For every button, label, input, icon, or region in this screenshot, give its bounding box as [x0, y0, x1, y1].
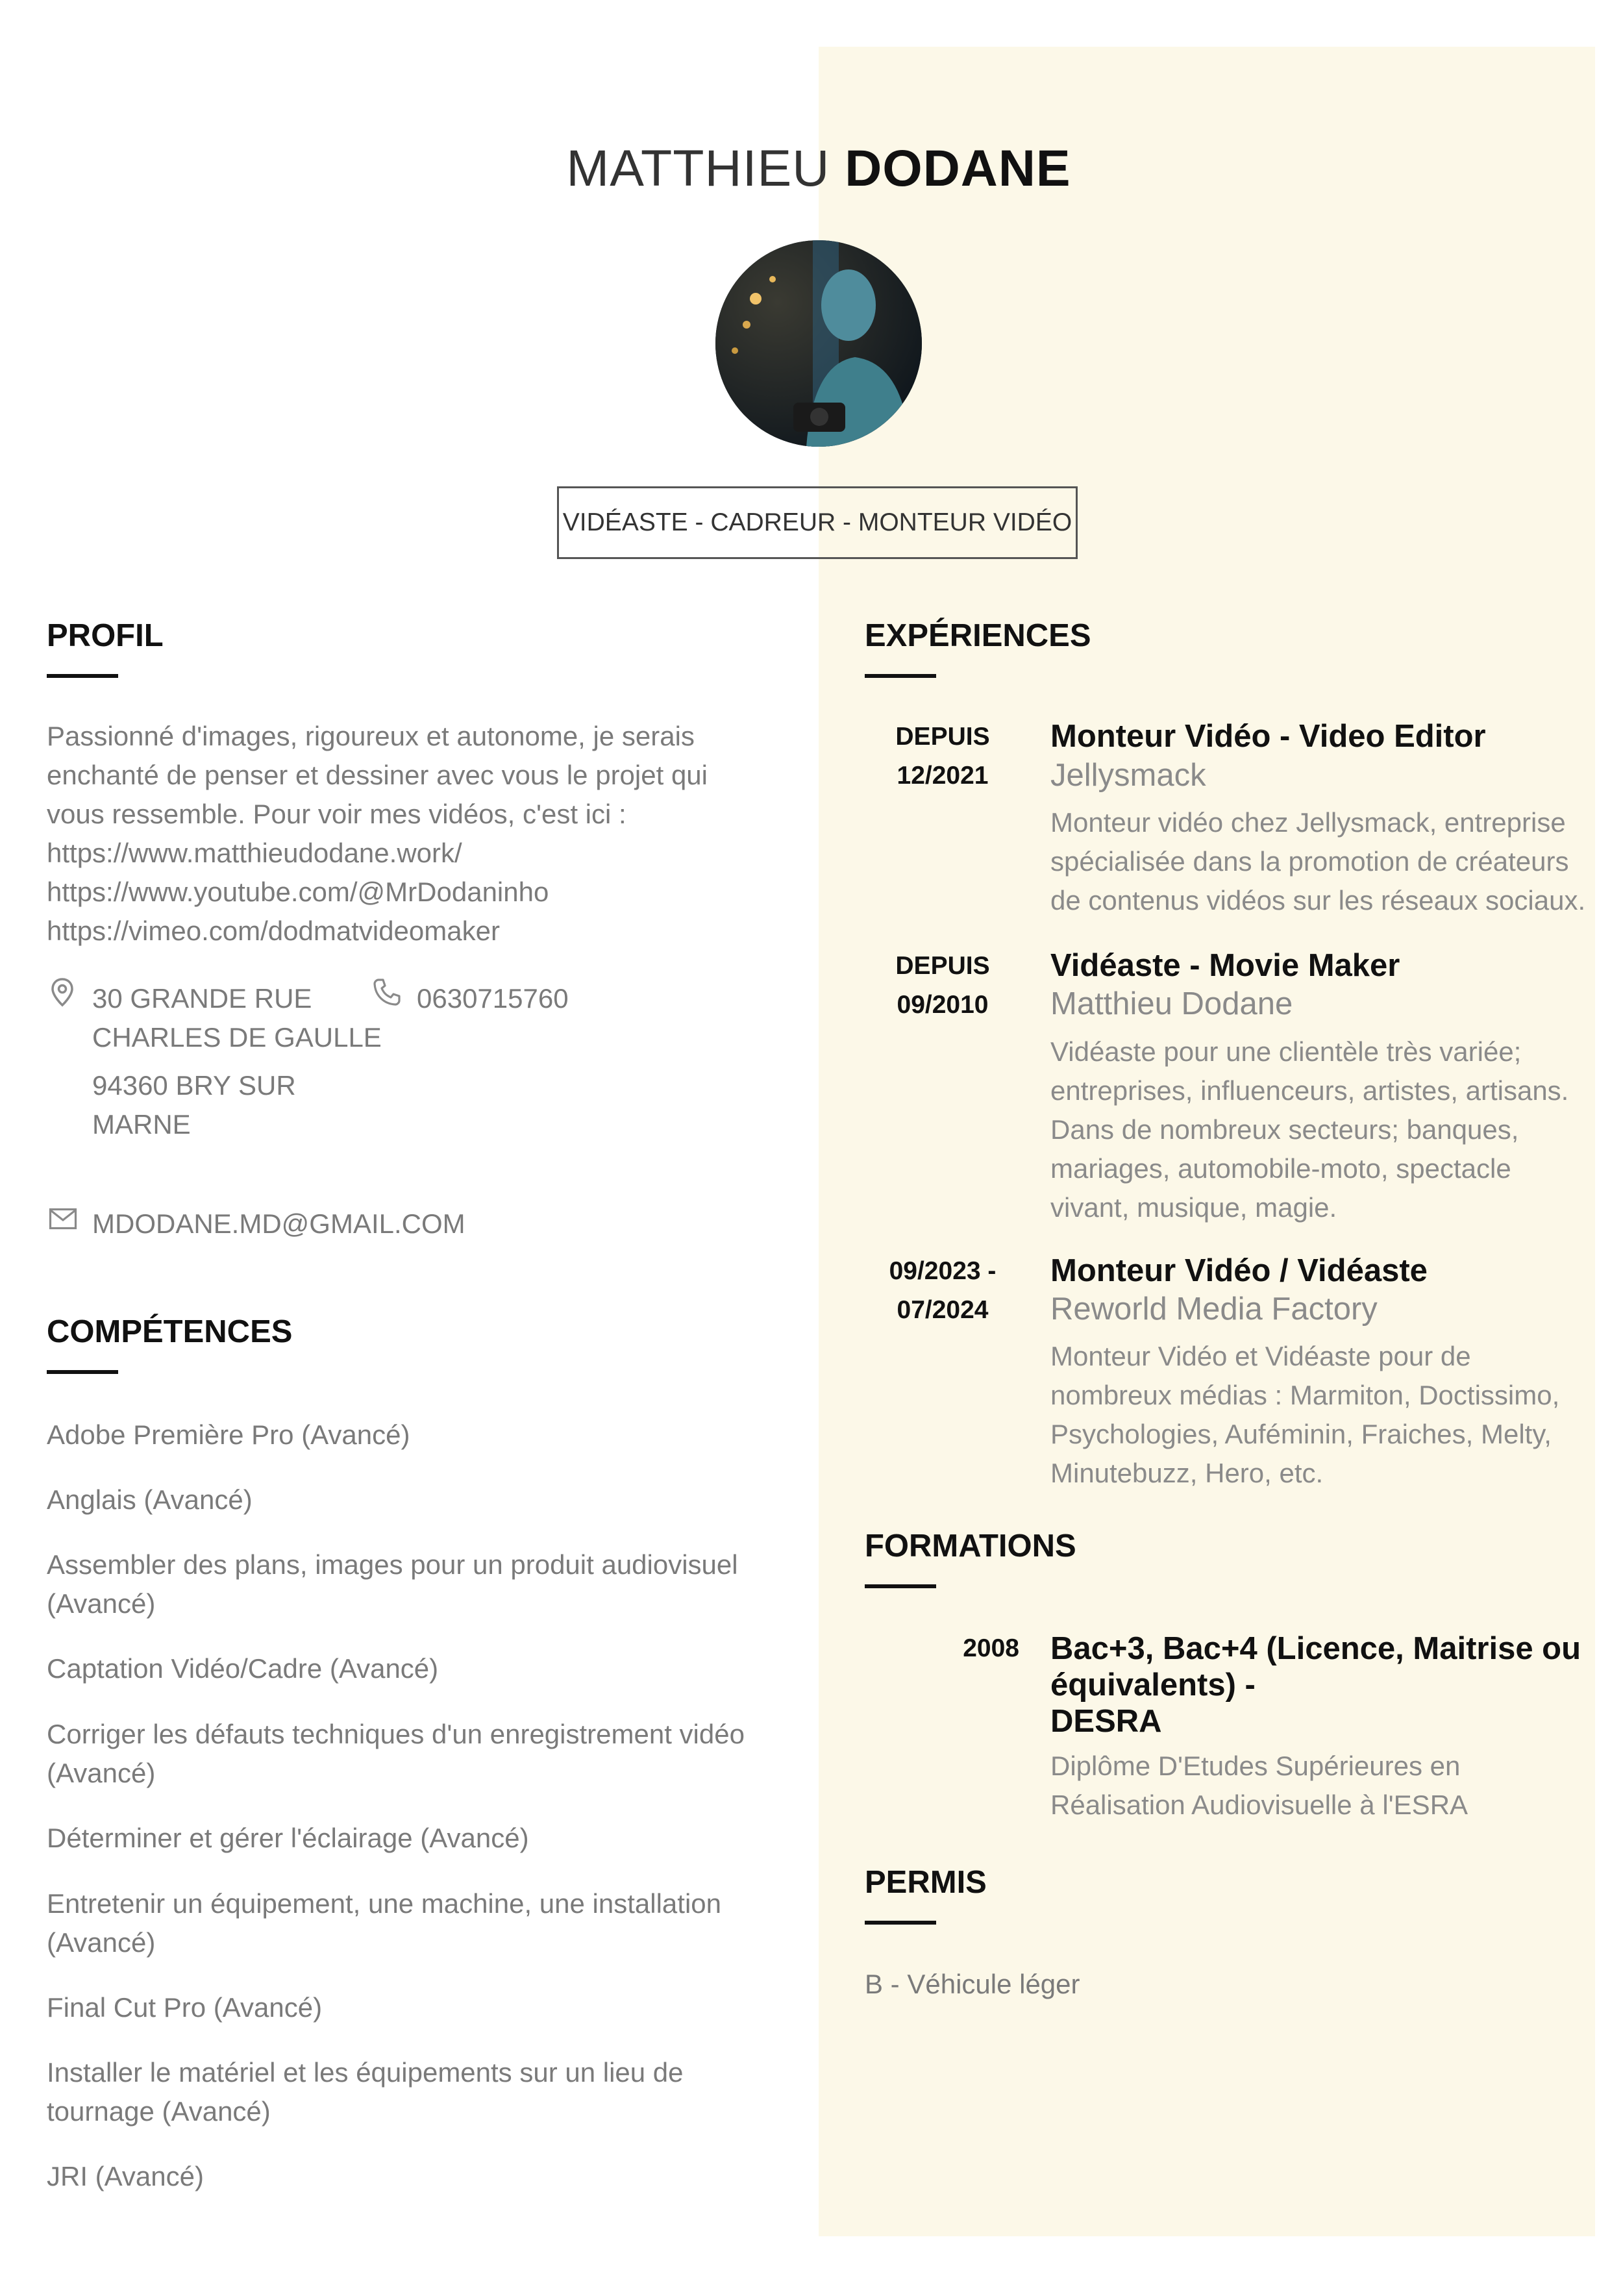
first-name: MATTHIEU: [566, 139, 830, 197]
education-heading-rule: [865, 1584, 936, 1588]
postcode-line: MARNE: [92, 1109, 191, 1140]
description-line: Monteur vidéo chez Jellysmack, entreprise: [1050, 807, 1566, 838]
portrait-image: [715, 240, 922, 447]
skill-item: [47, 1884, 774, 1962]
education-description: [1050, 1747, 1596, 1825]
profile-line: Passionné d'images, rigoureux et autonome, je serais: [47, 721, 695, 751]
skill-text: Installer le matériel et les équipements sur un lieu de: [47, 2057, 684, 2088]
license-heading-rule: [865, 1921, 936, 1925]
skill-item: [47, 1545, 774, 1623]
education-title-line: équivalents) -: [1050, 1667, 1256, 1703]
description-line: vivant, musique, magie.: [1050, 1192, 1337, 1223]
skill-text: Corriger les défauts techniques d'un enregistrement vidéo: [47, 1719, 745, 1749]
education-heading: FORMATIONS: [865, 1529, 1076, 1564]
date-line: 09/2010: [897, 991, 989, 1019]
description-line: Minutebuzz, Hero, etc.: [1050, 1458, 1324, 1488]
skill-item: [47, 2053, 774, 2131]
date-line: 12/2021: [897, 762, 989, 790]
address: [92, 979, 382, 1057]
skill-item: [47, 1416, 774, 1454]
skill-item: [47, 2157, 774, 2196]
vimeo-link[interactable]: https://vimeo.com/dodmatvideomaker: [47, 916, 500, 946]
last-name: DODANE: [845, 139, 1071, 197]
address-line: 30 GRANDE RUE: [92, 983, 312, 1014]
skills-heading: COMPÉTENCES: [47, 1314, 293, 1349]
skill-text: Adobe Première Pro (Avancé): [47, 1419, 410, 1450]
phone-number[interactable]: 0630715760: [417, 983, 569, 1014]
education-year: 2008: [963, 1634, 1019, 1662]
profile-heading: PROFIL: [47, 618, 164, 653]
experiences-heading-rule: [865, 674, 936, 678]
description-line: spécialisée dans la promotion de créateurs: [1050, 846, 1569, 877]
description-line: Réalisation Audiovisuelle à l'ESRA: [1050, 1790, 1468, 1820]
education-title-line: Bac+3, Bac+4 (Licence, Maitrise ou: [1050, 1631, 1581, 1666]
date-line: DEPUIS: [895, 952, 990, 980]
skill-item: [47, 1715, 774, 1793]
skill-text-cont: (Avancé): [47, 1758, 156, 1788]
profile-photo: [715, 240, 922, 447]
experience-title: Monteur Vidéo / Vidéaste: [1050, 1253, 1428, 1288]
experience-title: Monteur Vidéo - Video Editor: [1050, 719, 1486, 754]
skill-text: Entretenir un équipement, une machine, une installation: [47, 1888, 722, 1919]
skill-item: [47, 1988, 774, 2027]
description-line: mariages, automobile-moto, spectacle: [1050, 1153, 1511, 1184]
skill-item: [47, 1649, 774, 1688]
description-line: entreprises, influenceurs, artistes, artisans.: [1050, 1075, 1569, 1106]
education-school: DESRA: [1050, 1704, 1162, 1739]
skill-text: JRI (Avancé): [47, 2161, 204, 2191]
description-line: de contenus vidéos sur les réseaux sociaux.: [1050, 885, 1586, 916]
experience-company: Matthieu Dodane: [1050, 986, 1293, 1021]
date-line: DEPUIS: [895, 723, 990, 751]
description-line: Psychologies, Auféminin, Fraiches, Melty,: [1050, 1419, 1552, 1449]
experience-description: [1050, 1337, 1596, 1493]
address-line: CHARLES DE GAULLE: [92, 1022, 382, 1053]
location-pin-icon: [51, 977, 74, 1007]
experience-date: [868, 947, 1017, 1025]
phone-icon: [372, 977, 402, 1007]
date-line: 09/2023 -: [889, 1257, 997, 1285]
license-heading: PERMIS: [865, 1865, 987, 1900]
email-icon: [49, 1208, 77, 1230]
description-line: Dans de nombreux secteurs; banques,: [1050, 1114, 1519, 1145]
skill-text: Assembler des plans, images pour un produit audiovisuel: [47, 1549, 738, 1580]
description-line: Vidéaste pour une clientèle très variée;: [1050, 1036, 1522, 1067]
description-line: nombreux médias : Marmiton, Doctissimo,: [1050, 1380, 1560, 1410]
experience-description: [1050, 1032, 1596, 1227]
skill-text: Captation Vidéo/Cadre (Avancé): [47, 1653, 439, 1684]
skills-heading-rule: [47, 1370, 118, 1374]
experience-title: Vidéaste - Movie Maker: [1050, 948, 1400, 983]
skill-text-cont: tournage (Avancé): [47, 2096, 271, 2127]
portfolio-link[interactable]: https://www.matthieudodane.work/: [47, 838, 462, 868]
skill-text-cont: (Avancé): [47, 1927, 156, 1958]
license-value: B - Véhicule léger: [865, 1969, 1080, 1999]
profile-summary: [47, 717, 780, 951]
postcode-line: 94360 BRY SUR: [92, 1070, 296, 1101]
description-line: Monteur Vidéo et Vidéaste pour de: [1050, 1341, 1471, 1371]
skill-text: Anglais (Avancé): [47, 1484, 253, 1515]
postcode-city: [92, 1066, 296, 1144]
profile-line: vous ressemble. Pour voir mes vidéos, c'est ici :: [47, 799, 626, 829]
email-address[interactable]: MDODANE.MD@GMAIL.COM: [92, 1208, 465, 1239]
experience-company: Reworld Media Factory: [1050, 1292, 1378, 1327]
experience-company: Jellysmack: [1050, 758, 1206, 793]
candidate-name: [0, 138, 1623, 199]
skill-item: [47, 1819, 774, 1858]
education-title: [1050, 1630, 1596, 1740]
description-line: Diplôme D'Etudes Supérieures en: [1050, 1751, 1461, 1781]
date-line: 07/2024: [897, 1296, 989, 1324]
profile-line: enchanté de penser et dessiner avec vous le projet qui: [47, 760, 708, 790]
profile-heading-rule: [47, 674, 118, 678]
skill-text: Déterminer et gérer l'éclairage (Avancé): [47, 1823, 529, 1853]
skill-item: [47, 1480, 774, 1519]
experiences-heading: EXPÉRIENCES: [865, 618, 1091, 653]
youtube-link[interactable]: https://www.youtube.com/@MrDodaninho: [47, 877, 549, 907]
job-title-box: VIDÉASTE - CADREUR - MONTEUR VIDÉO: [557, 486, 1078, 559]
experience-date: [868, 1252, 1017, 1330]
skill-text: Final Cut Pro (Avancé): [47, 1992, 323, 2023]
experience-date: [868, 718, 1017, 795]
skill-text-cont: (Avancé): [47, 1588, 156, 1619]
experience-description: [1050, 803, 1596, 920]
